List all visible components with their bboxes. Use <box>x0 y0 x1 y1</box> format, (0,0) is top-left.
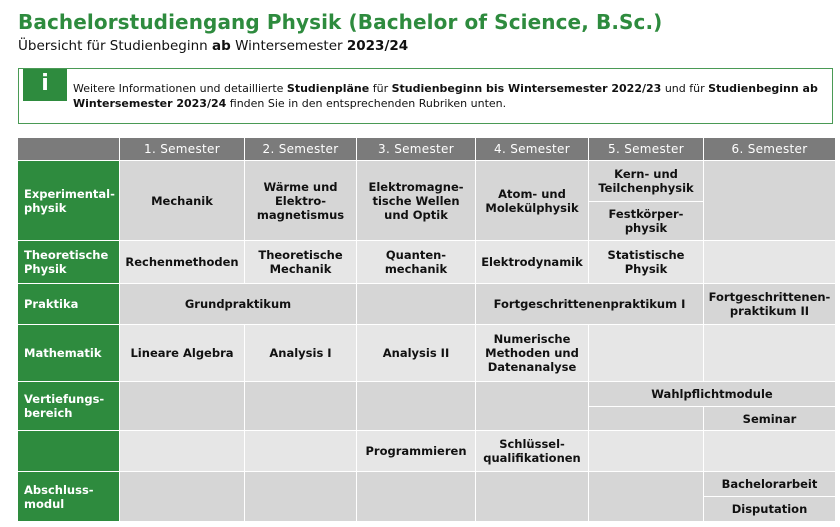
cell-empty <box>704 325 835 381</box>
header-semester-4: 4. Semester <box>476 138 588 160</box>
cell-statistische-physik: Statistische Physik <box>589 241 703 283</box>
cell-empty <box>120 382 244 430</box>
header-semester-3: 3. Semester <box>357 138 475 160</box>
subtitle-bold-ab: ab <box>212 38 231 54</box>
cell-lineare-algebra: Lineare Algebra <box>120 325 244 381</box>
cell-empty <box>357 472 475 521</box>
row-label-abschlussmodul: Abschluss-modul <box>18 472 119 521</box>
cell-waerme-elektromagnetismus: Wärme und Elektro-magnetismus <box>245 161 356 240</box>
cell-fortgeschrittenenpraktikum-2: Fortgeschrittenen-praktikum II <box>704 284 835 324</box>
row-label-empty <box>18 431 119 471</box>
cell-empty <box>245 382 356 430</box>
info-icon: i <box>23 69 67 101</box>
cell-empty <box>357 284 475 324</box>
cell-empty <box>589 325 703 381</box>
cell-analysis-2: Analysis II <box>357 325 475 381</box>
row-label-theoretische-physik: Theoretische Physik <box>18 241 119 283</box>
cell-wahlpflichtmodule: Wahlpflichtmodule <box>589 382 835 406</box>
info-bold-bis: Studienbeginn bis Wintersemester 2022/23 <box>391 82 662 95</box>
info-text-3: und für <box>661 82 709 95</box>
cell-empty <box>704 241 835 283</box>
header-semester-2: 2. Semester <box>245 138 356 160</box>
cell-atom-molekuelphysik: Atom- und Molekülphysik <box>476 161 588 240</box>
info-text <box>73 81 828 111</box>
header-semester-6: 6. Semester <box>704 138 835 160</box>
header-semester-1: 1. Semester <box>120 138 244 160</box>
info-box <box>18 68 833 124</box>
info-text-2: für <box>369 82 392 95</box>
row-label-praktika: Praktika <box>18 284 119 324</box>
cell-empty <box>704 431 835 471</box>
header-corner <box>18 138 119 160</box>
cell-grundpraktikum: Grundpraktikum <box>120 284 356 324</box>
info-bold-ab: Studienbeginn ab Wintersemester 2023/24 <box>73 82 818 110</box>
row-label-experimentalphysik: Experimental-physik <box>18 161 119 240</box>
info-text-1: Weitere Informationen und detaillierte <box>73 82 287 95</box>
cell-empty <box>245 431 356 471</box>
cell-empty <box>245 472 356 521</box>
cell-mechanik: Mechanik <box>120 161 244 240</box>
subtitle-text-2: Wintersemester <box>230 38 347 54</box>
subtitle-text-1: Übersicht für Studienbeginn <box>18 38 213 54</box>
cell-empty <box>120 431 244 471</box>
cell-rechenmethoden: Rechenmethoden <box>120 241 244 283</box>
cell-elektrodynamik: Elektrodynamik <box>476 241 588 283</box>
cell-bachelorarbeit: Bachelorarbeit <box>704 472 835 496</box>
cell-empty <box>589 407 703 430</box>
cell-schluesselqualifikationen: Schlüssel-qualifikationen <box>476 431 588 471</box>
cell-empty <box>120 472 244 521</box>
subtitle-bold-year: 2023/24 <box>346 38 409 54</box>
cell-disputation: Disputation <box>704 497 835 521</box>
cell-empty <box>476 472 588 521</box>
header-semester-5: 5. Semester <box>589 138 703 160</box>
cell-fortgeschrittenenpraktikum-1: Fortgeschrittenenpraktikum I <box>476 284 703 324</box>
cell-quantenmechanik: Quanten-mechanik <box>357 241 475 283</box>
study-plan-table <box>18 138 835 523</box>
cell-kern-teilchenphysik: Kern- und Teilchenphysik <box>589 161 703 201</box>
cell-empty <box>589 431 703 471</box>
cell-analysis-1: Analysis I <box>245 325 356 381</box>
cell-empty <box>476 382 588 430</box>
info-text-4: finden Sie in den entsprechenden Rubriken unten. <box>226 97 507 110</box>
info-bold-studienplaene: Studienpläne <box>286 82 370 95</box>
cell-programmieren: Programmieren <box>357 431 475 471</box>
page-title: Bachelorstudiengang Physik (Bachelor of Science, B.Sc.) <box>18 10 663 34</box>
cell-empty <box>589 472 703 521</box>
page-subtitle <box>18 38 408 54</box>
cell-numerische-methoden: Numerische Methoden und Datenanalyse <box>476 325 588 381</box>
cell-festkoerperphysik: Festkörper-physik <box>589 202 703 240</box>
cell-seminar: Seminar <box>704 407 835 430</box>
row-label-mathematik: Mathematik <box>18 325 119 381</box>
cell-theoretische-mechanik: Theoretische Mechanik <box>245 241 356 283</box>
cell-empty <box>357 382 475 430</box>
cell-empty <box>704 161 835 240</box>
cell-elektromagnetische-wellen: Elektromagne-tische Wellen und Optik <box>357 161 475 240</box>
row-label-vertiefungsbereich: Vertiefungs-bereich <box>18 382 119 430</box>
